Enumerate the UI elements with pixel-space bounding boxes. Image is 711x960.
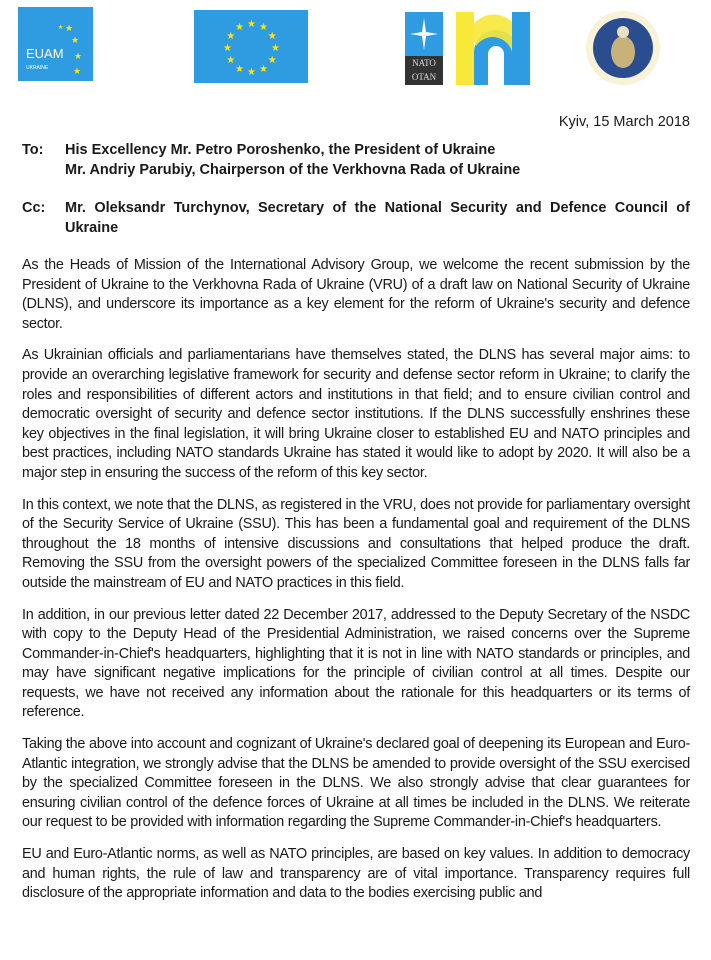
to-label: To: — [22, 142, 44, 158]
eu-star-icon: ★ — [247, 67, 256, 78]
nato-compass-icon — [405, 12, 443, 56]
euam-text: EUAM — [26, 46, 64, 61]
svg-text:★: ★ — [71, 36, 80, 46]
ir-logo — [456, 12, 530, 85]
eu-star-icon: ★ — [235, 63, 244, 75]
us-embassy-seal — [585, 10, 661, 86]
to-recipient-2: Mr. Andriy Parubiy, Chairperson of the Verkhovna Rada of Ukraine — [65, 162, 521, 178]
euam-subtext: UKRAINE — [26, 65, 49, 71]
svg-text:★: ★ — [73, 67, 82, 77]
eu-star-icon: ★ — [247, 19, 256, 30]
paragraph-6: EU and Euro-Atlantic norms, as well as NATO principles, are based on key values. In addition to democracy and human rights, the rule of law and transparency are of vital importance. Transparency requires full disclosure of the appropriate information and data to the bodies exercising public and — [22, 846, 690, 902]
nato-label: NATO — [412, 58, 436, 68]
cc-label: Cc: — [22, 200, 46, 216]
paragraph-1: As the Heads of Mission of the International Advisory Group, we welcome the recent submission by the President of Ukraine to the Verkhovna Rada of Ukraine (VRU) of a draft law on National Security of Ukraine (DLNS), and underscore its importance as a key element for the reform of Ukraine's security and defence sector. — [22, 257, 690, 332]
otan-label: OTAN — [411, 72, 437, 82]
logo-row — [0, 0, 711, 112]
paragraph-3: In this context, we note that the DLNS, as registered in the VRU, does not provide for parliamentary oversight of the Security Service of Ukraine (SSU). This has been a fundamental goal and requirement of the DLNS throughout the 18 months of intensive discussions and consultations that helped produce the draft. Removing the SSU from the oversight powers of the specialized Committee foreseen in the DLNS falls far outside the mainstream of EU and NATO practices in this field. — [22, 496, 690, 591]
letter-body — [0, 112, 711, 904]
euam-logo — [18, 7, 93, 81]
svg-text:★: ★ — [74, 52, 83, 62]
svg-text:★: ★ — [65, 24, 74, 34]
eu-star-icon: ★ — [235, 22, 244, 34]
place-date: Kyiv, 15 March 2018 — [558, 114, 690, 130]
to-block — [22, 140, 690, 180]
eu-star-icon: ★ — [271, 43, 280, 54]
paragraph-5: Taking the above into account and cognizant of Ukraine's declared goal of deepening its European and Euro-Atlantic integration, we strongly advise that the DLNS be amended to provide oversight of the SSU exercised by the specialized Committee foreseen in the DLNS. We also strongly advise that clear guarantees for ensuring civilian control of the defence forces of Ukraine at all times be included in the DLNS. We reiterate our request to be provided with information regarding the Supreme Commander-in-Chief's headquarters. — [22, 736, 690, 831]
eu-stars-icon — [194, 10, 308, 83]
eu-star-icon: ★ — [267, 31, 277, 42]
eu-star-icon: ★ — [267, 55, 277, 66]
paragraph-2: As Ukrainian officials and parliamentarians have themselves stated, the DLNS has several major aims: to provide an overarching legislative framework for security and defense sector reform in Ukraine; to clarify the roles and responsibilities of different actors and institutions in that field; and to ensure civilian control and democratic oversight of security and defence sector institutions. If the DLNS successfully enshrines these key objectives in the final legislation, it will bring Ukraine closer to established EU and NATO principles and best practices, including NATO standards Ukraine has stated it would like to adopt by 2020. It will also be a major step in ensuring the success of the reform of this key sector. — [22, 347, 690, 481]
eu-star-icon: ★ — [226, 31, 236, 42]
eu-star-icon: ★ — [259, 22, 268, 34]
nato-logo — [405, 12, 443, 85]
svg-text:★: ★ — [58, 24, 64, 31]
cc-block — [22, 198, 690, 238]
eu-star-icon: ★ — [223, 43, 232, 54]
to-recipient-1: His Excellency Mr. Petro Poroshenko, the President of Ukraine — [65, 142, 496, 158]
paragraph-4: In addition, in our previous letter dated 22 December 2017, addressed to the Deputy Secretary of the NSDC with copy to the Deputy Head of the Presidential Administration, we raised concerns over the Supreme Commander-in-Chief's headquarters, highlighting that it is not in line with NATO standards or principles, and may have significant negative implications for the principle of civilian control at all times. Despite our requests, we have not received any information about the rationale for this headquarters or its terms of reference. — [22, 606, 690, 721]
eu-star-icon: ★ — [226, 55, 236, 66]
eu-flag-logo — [194, 10, 308, 83]
eu-star-icon: ★ — [259, 63, 268, 75]
cc-recipient: Mr. Oleksandr Turchynov, Secretary of the National Security and Defence Council of Ukraine — [65, 200, 690, 236]
